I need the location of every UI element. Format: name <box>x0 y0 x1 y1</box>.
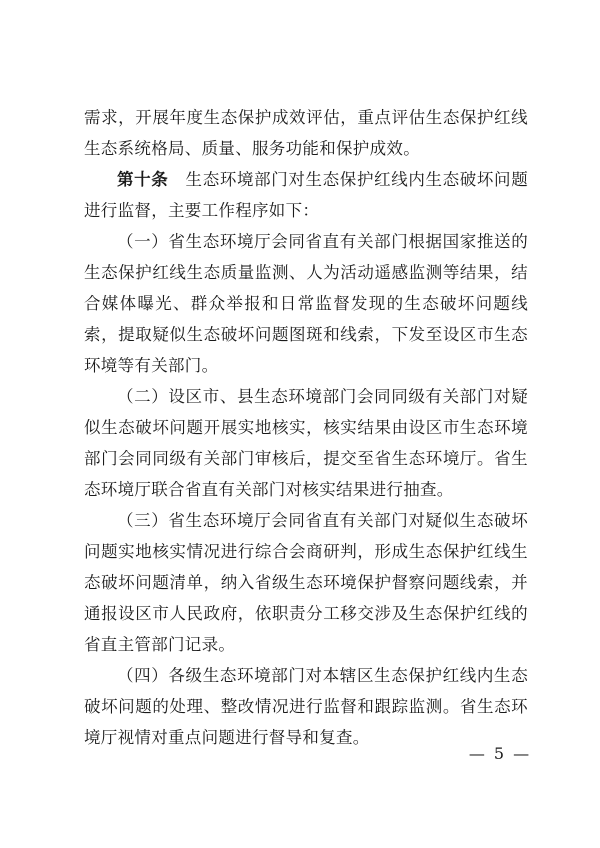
procedure-item-1 <box>84 226 528 381</box>
paragraph-text: （二）设区市、县生态环境部门会同同级有关部门对疑似生态破坏问题开展实地核实，核实结果由设区市生态环境部门会同同级有关部门审核后，提交至省生态环境厅。省生态环境厅联合省直有关部门对核实结果进行抽查。 <box>84 387 528 499</box>
paragraph-text: （一）省生态环境厅会同省直有关部门根据国家推送的生态保护红线生态质量监测、人为活动遥感监测等结果，结合媒体曝光、群众举报和日常监督发现的生态破坏问题线索，提取疑似生态破坏问题图斑和线索，下发至设区市生态环境等有关部门。 <box>84 232 528 375</box>
page-number: — 5 — <box>468 744 532 763</box>
paragraph-text: 生态环境部门对生态保护红线内生态破坏问题进行监督，主要工作程序如下： <box>84 170 528 220</box>
paragraph-text: （四）各级生态环境部门对本辖区生态保护红线内生态破坏问题的处理、整改情况进行监督和跟踪监测。省生态环境厅视情对重点问题进行督导和复查。 <box>84 666 528 747</box>
paragraph-continuation <box>84 102 528 164</box>
paragraph-text: （三）省生态环境厅会同省直有关部门对疑似生态破坏问题实地核实情况进行综合会商研判，形成生态保护红线生态破坏问题清单，纳入省级生态环境保护督察问题线索，并通报设区市人民政府，依职责分工移交涉及生态保护红线的省直主管部门记录。 <box>84 511 528 654</box>
procedure-item-4 <box>84 660 528 753</box>
article-ten-paragraph <box>84 164 528 226</box>
document-body <box>84 102 528 753</box>
paragraph-text: 需求，开展年度生态保护成效评估，重点评估生态保护红线生态系统格局、质量、服务功能和保护成效。 <box>84 108 528 158</box>
article-heading: 第十条 <box>117 170 169 189</box>
procedure-item-3 <box>84 505 528 660</box>
procedure-item-2 <box>84 381 528 505</box>
